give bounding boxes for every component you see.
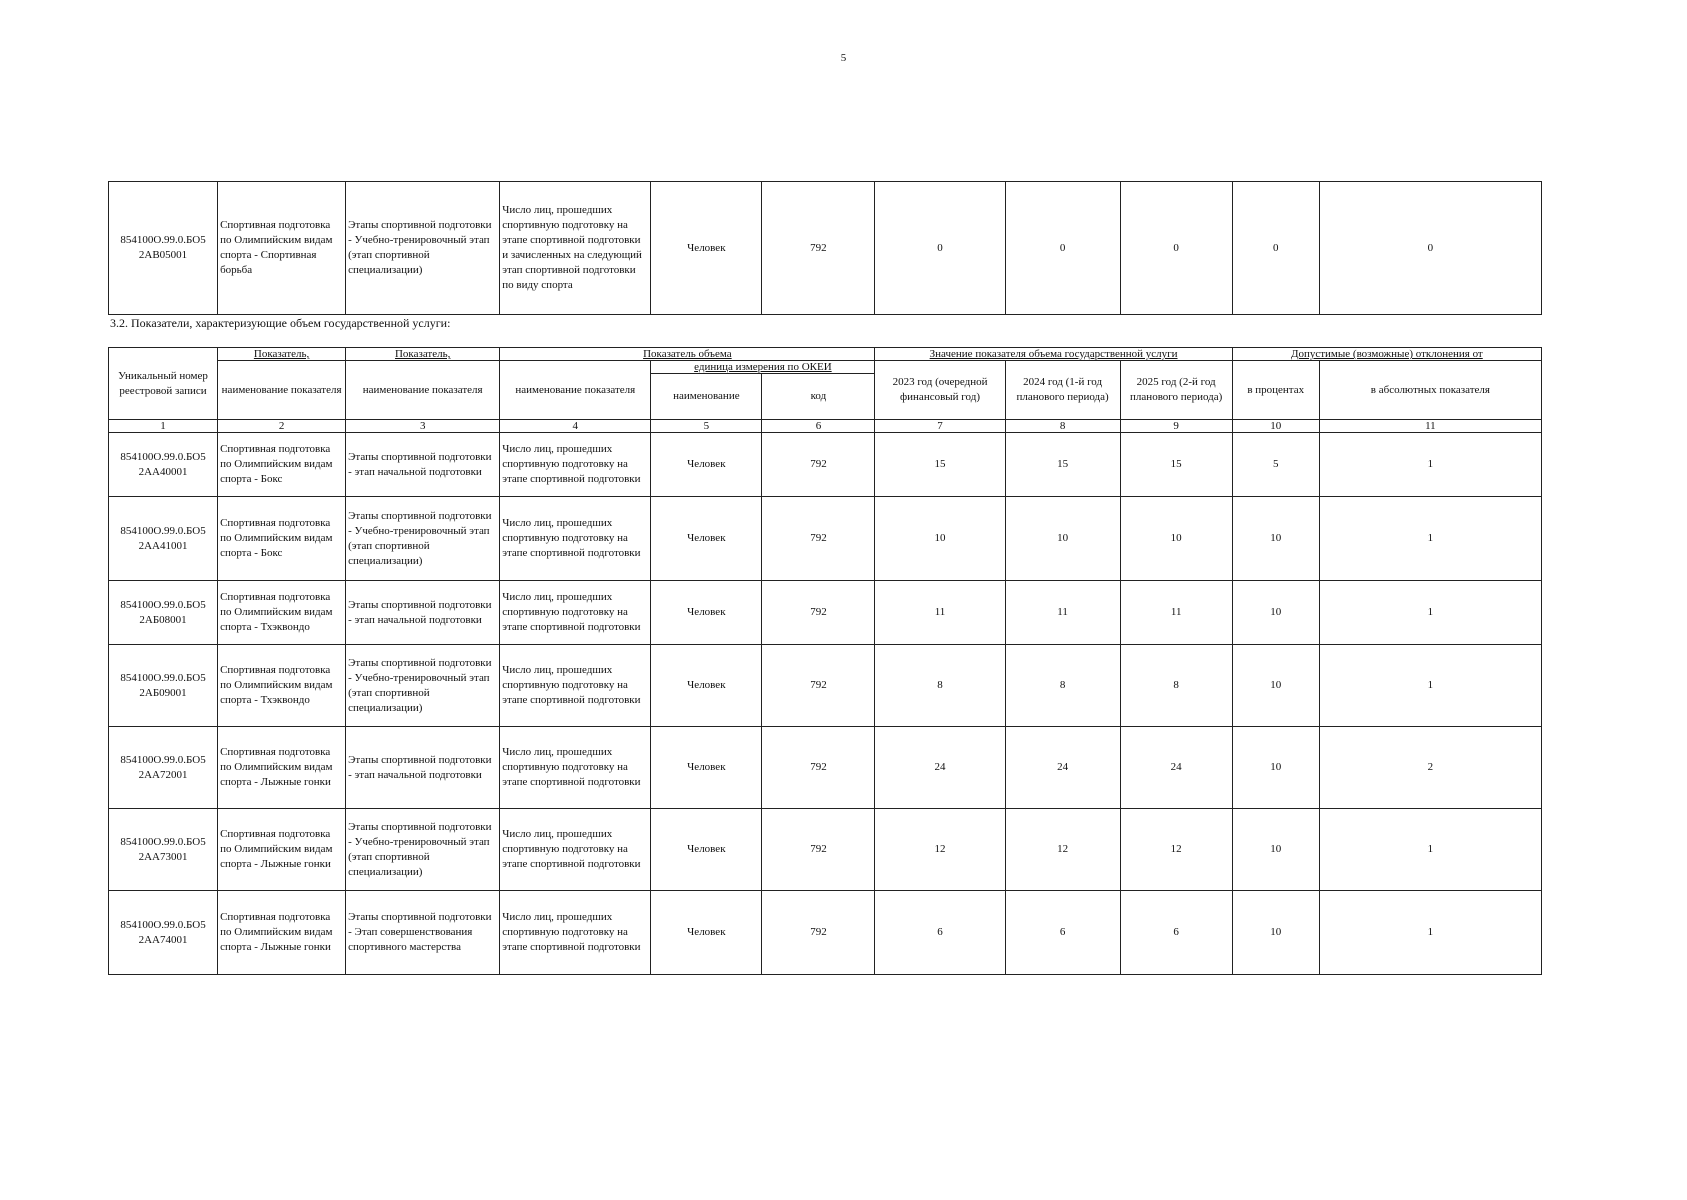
header-year-2024: 2024 год (1-й год планового периода) xyxy=(1005,361,1120,420)
service-name: Спортивная подготовка по Олимпийским видам спорта - Тхэквондо xyxy=(218,645,346,727)
table-row xyxy=(109,809,1542,891)
column-number: 4 xyxy=(500,420,651,433)
column-number: 7 xyxy=(875,420,1005,433)
service-name: Спортивная подготовка по Олимпийским видам спорта - Лыжные гонки xyxy=(218,727,346,809)
unit-name: Человек xyxy=(651,182,762,315)
value-2024: 0 xyxy=(1005,182,1120,315)
value-2024: 6 xyxy=(1005,891,1120,975)
stage-name: Этапы спортивной подготовки - этап начальной подготовки xyxy=(346,727,500,809)
unit-name: Человек xyxy=(651,581,762,645)
column-number: 11 xyxy=(1319,420,1541,433)
deviation-absolute: 1 xyxy=(1319,497,1541,581)
indicator-name: Число лиц, прошедших спортивную подготовку на этапе спортивной подготовки xyxy=(500,581,651,645)
value-2025: 8 xyxy=(1120,645,1232,727)
unit-code: 792 xyxy=(762,727,875,809)
section-title: 3.2. Показатели, характеризующие объем государственной услуги: xyxy=(110,316,451,330)
unit-code: 792 xyxy=(762,809,875,891)
column-number: 2 xyxy=(218,420,346,433)
record-code: 854100О.99.0.БО5 2АА41001 xyxy=(109,497,218,581)
value-2023: 8 xyxy=(875,645,1005,727)
deviation-absolute: 1 xyxy=(1319,891,1541,975)
header-unique-number: Уникальный номер реестровой записи xyxy=(109,348,218,420)
header-volume-indicator: Показатель объема xyxy=(500,348,875,361)
value-2023: 6 xyxy=(875,891,1005,975)
header-indicator-a: Показатель, xyxy=(218,348,346,361)
deviation-percent: 10 xyxy=(1232,645,1319,727)
header-unit-code: код xyxy=(762,374,875,420)
header-value-group: Значение показателя объема государственной услуги xyxy=(875,348,1232,361)
service-name: Спортивная подготовка по Олимпийским видам спорта - Лыжные гонки xyxy=(218,891,346,975)
value-2023: 12 xyxy=(875,809,1005,891)
value-2023: 15 xyxy=(875,433,1005,497)
header-in-percent: в процентах xyxy=(1232,361,1319,420)
value-2024: 11 xyxy=(1005,581,1120,645)
column-number: 8 xyxy=(1005,420,1120,433)
column-number: 10 xyxy=(1232,420,1319,433)
service-name: Спортивная подготовка по Олимпийским видам спорта - Спортивная борьба xyxy=(218,182,346,315)
deviation-absolute: 1 xyxy=(1319,433,1541,497)
deviation-percent: 10 xyxy=(1232,727,1319,809)
indicator-name: Число лиц, прошедших спортивную подготовку на этапе спортивной подготовки xyxy=(500,727,651,809)
stage-name: Этапы спортивной подготовки - Этап совершенствования спортивного мастерства xyxy=(346,891,500,975)
header-year-2025: 2025 год (2-й год планового периода) xyxy=(1120,361,1232,420)
header-unit-okei: единица измерения по ОКЕИ xyxy=(651,361,875,374)
indicator-name: Число лиц, прошедших спортивную подготовку на этапе спортивной подготовки xyxy=(500,497,651,581)
unit-code: 792 xyxy=(762,581,875,645)
deviation-percent: 10 xyxy=(1232,581,1319,645)
value-2025: 10 xyxy=(1120,497,1232,581)
value-2025: 24 xyxy=(1120,727,1232,809)
table-row xyxy=(109,891,1542,975)
header-in-absolute: в абсолютных показателя xyxy=(1319,361,1541,420)
service-name: Спортивная подготовка по Олимпийским видам спорта - Бокс xyxy=(218,433,346,497)
unit-name: Человек xyxy=(651,497,762,581)
column-number: 3 xyxy=(346,420,500,433)
unit-code: 792 xyxy=(762,433,875,497)
record-code: 854100О.99.0.БО5 2АА74001 xyxy=(109,891,218,975)
value-2024: 8 xyxy=(1005,645,1120,727)
table-row xyxy=(109,433,1542,497)
record-code: 854100О.99.0.БО5 2АБ09001 xyxy=(109,645,218,727)
unit-name: Человек xyxy=(651,891,762,975)
header-year-2023: 2023 год (очередной финансовый год) xyxy=(875,361,1005,420)
column-number: 1 xyxy=(109,420,218,433)
volume-indicators-table xyxy=(108,347,1542,975)
service-name: Спортивная подготовка по Олимпийским видам спорта - Лыжные гонки xyxy=(218,809,346,891)
record-code: 854100О.99.0.БО5 2АА72001 xyxy=(109,727,218,809)
value-2025: 11 xyxy=(1120,581,1232,645)
value-2025: 12 xyxy=(1120,809,1232,891)
deviation-absolute: 1 xyxy=(1319,581,1541,645)
value-2025: 15 xyxy=(1120,433,1232,497)
deviation-percent: 10 xyxy=(1232,497,1319,581)
table-row xyxy=(109,581,1542,645)
value-2023: 10 xyxy=(875,497,1005,581)
header-deviation-group: Допустимые (возможные) отклонения от xyxy=(1232,348,1541,361)
unit-code: 792 xyxy=(762,645,875,727)
stage-name: Этапы спортивной подготовки - Учебно-тренировочный этап (этап спортивной специализации) xyxy=(346,809,500,891)
value-2025: 0 xyxy=(1120,182,1232,315)
value-2024: 15 xyxy=(1005,433,1120,497)
value-2025: 6 xyxy=(1120,891,1232,975)
table-row xyxy=(109,727,1542,809)
unit-name: Человек xyxy=(651,433,762,497)
stage-name: Этапы спортивной подготовки - Учебно-тренировочный этап (этап спортивной специализации) xyxy=(346,182,500,315)
unit-name: Человек xyxy=(651,645,762,727)
indicator-name: Число лиц, прошедших спортивную подготовку на этапе спортивной подготовки xyxy=(500,809,651,891)
value-2023: 11 xyxy=(875,581,1005,645)
header-name-indicator-a: наименование показателя xyxy=(218,361,346,420)
header-name-indicator-c: наименование показателя xyxy=(500,361,651,420)
value-2024: 24 xyxy=(1005,727,1120,809)
deviation-percent: 10 xyxy=(1232,891,1319,975)
indicator-name: Число лиц, прошедших спортивную подготовку на этапе спортивной подготовки xyxy=(500,433,651,497)
record-code: 854100О.99.0.БО5 2АВ05001 xyxy=(109,182,218,315)
service-name: Спортивная подготовка по Олимпийским видам спорта - Тхэквондо xyxy=(218,581,346,645)
indicator-name: Число лиц, прошедших спортивную подготовку на этапе спортивной подготовки xyxy=(500,645,651,727)
column-number: 6 xyxy=(762,420,875,433)
indicator-name: Число лиц, прошедших спортивную подготовку на этапе спортивной подготовки и зачисленных на следующий этап спортивной подготовки по виду спорта xyxy=(500,182,651,315)
header-indicator-b: Показатель, xyxy=(346,348,500,361)
column-number: 9 xyxy=(1120,420,1232,433)
stage-name: Этапы спортивной подготовки - Учебно-тренировочный этап (этап спортивной специализации) xyxy=(346,497,500,581)
value-2023: 24 xyxy=(875,727,1005,809)
unit-name: Человек xyxy=(651,809,762,891)
top-continuation-table xyxy=(108,181,1542,315)
value-2023: 0 xyxy=(875,182,1005,315)
table-row xyxy=(109,645,1542,727)
deviation-percent: 0 xyxy=(1232,182,1319,315)
unit-code: 792 xyxy=(762,182,875,315)
stage-name: Этапы спортивной подготовки - этап начальной подготовки xyxy=(346,581,500,645)
deviation-absolute: 2 xyxy=(1319,727,1541,809)
table-row xyxy=(109,497,1542,581)
stage-name: Этапы спортивной подготовки - этап начальной подготовки xyxy=(346,433,500,497)
record-code: 854100О.99.0.БО5 2АА40001 xyxy=(109,433,218,497)
unit-code: 792 xyxy=(762,497,875,581)
record-code: 854100О.99.0.БО5 2АБ08001 xyxy=(109,581,218,645)
service-name: Спортивная подготовка по Олимпийским видам спорта - Бокс xyxy=(218,497,346,581)
value-2024: 12 xyxy=(1005,809,1120,891)
indicator-name: Число лиц, прошедших спортивную подготовку на этапе спортивной подготовки xyxy=(500,891,651,975)
deviation-absolute: 0 xyxy=(1319,182,1541,315)
page-number: 5 xyxy=(840,52,847,64)
column-number: 5 xyxy=(651,420,762,433)
deviation-percent: 5 xyxy=(1232,433,1319,497)
table-body xyxy=(109,433,1542,975)
header-unit-name: наименование xyxy=(651,374,762,420)
stage-name: Этапы спортивной подготовки - Учебно-тренировочный этап (этап спортивной специализации) xyxy=(346,645,500,727)
value-2024: 10 xyxy=(1005,497,1120,581)
unit-name: Человек xyxy=(651,727,762,809)
deviation-percent: 10 xyxy=(1232,809,1319,891)
header-name-indicator-b: наименование показателя xyxy=(346,361,500,420)
record-code: 854100О.99.0.БО5 2АА73001 xyxy=(109,809,218,891)
deviation-absolute: 1 xyxy=(1319,645,1541,727)
unit-code: 792 xyxy=(762,891,875,975)
deviation-absolute: 1 xyxy=(1319,809,1541,891)
